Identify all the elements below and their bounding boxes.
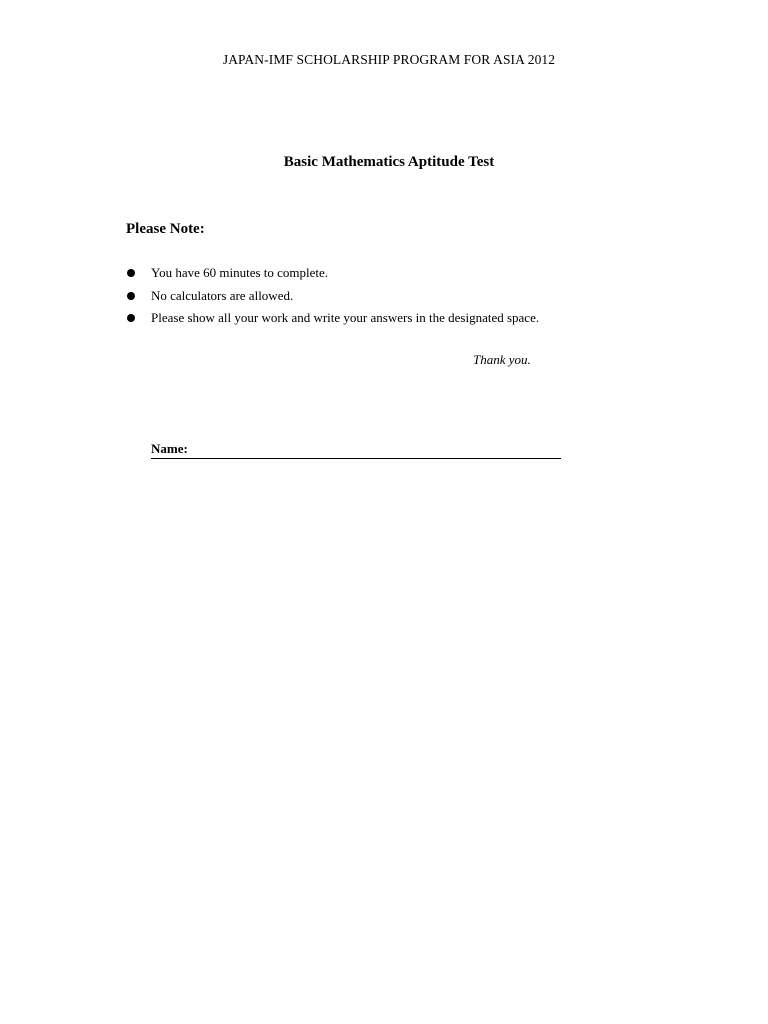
list-item — [126, 285, 539, 308]
program-header: JAPAN-IMF SCHOLARSHIP PROGRAM FOR ASIA 2012 — [222, 52, 556, 67]
note-text: Please show all your work and write your answers in the designated space. — [151, 310, 540, 325]
document-title: Basic Mathematics Aptitude Test — [283, 154, 495, 170]
list-item — [126, 262, 539, 285]
note-text: No calculators are allowed. — [151, 287, 294, 303]
closing-text: Thank you. — [473, 352, 531, 367]
bullet-icon — [127, 269, 135, 277]
list-item — [126, 307, 539, 330]
note-heading: Please Note: — [126, 221, 205, 237]
bullet-icon — [127, 292, 135, 300]
notes-list — [126, 262, 539, 330]
name-field[interactable] — [151, 440, 561, 459]
name-label: Name: — [151, 441, 188, 456]
note-text: You have 60 minutes to complete. — [151, 265, 329, 280]
bullet-icon — [127, 314, 135, 322]
